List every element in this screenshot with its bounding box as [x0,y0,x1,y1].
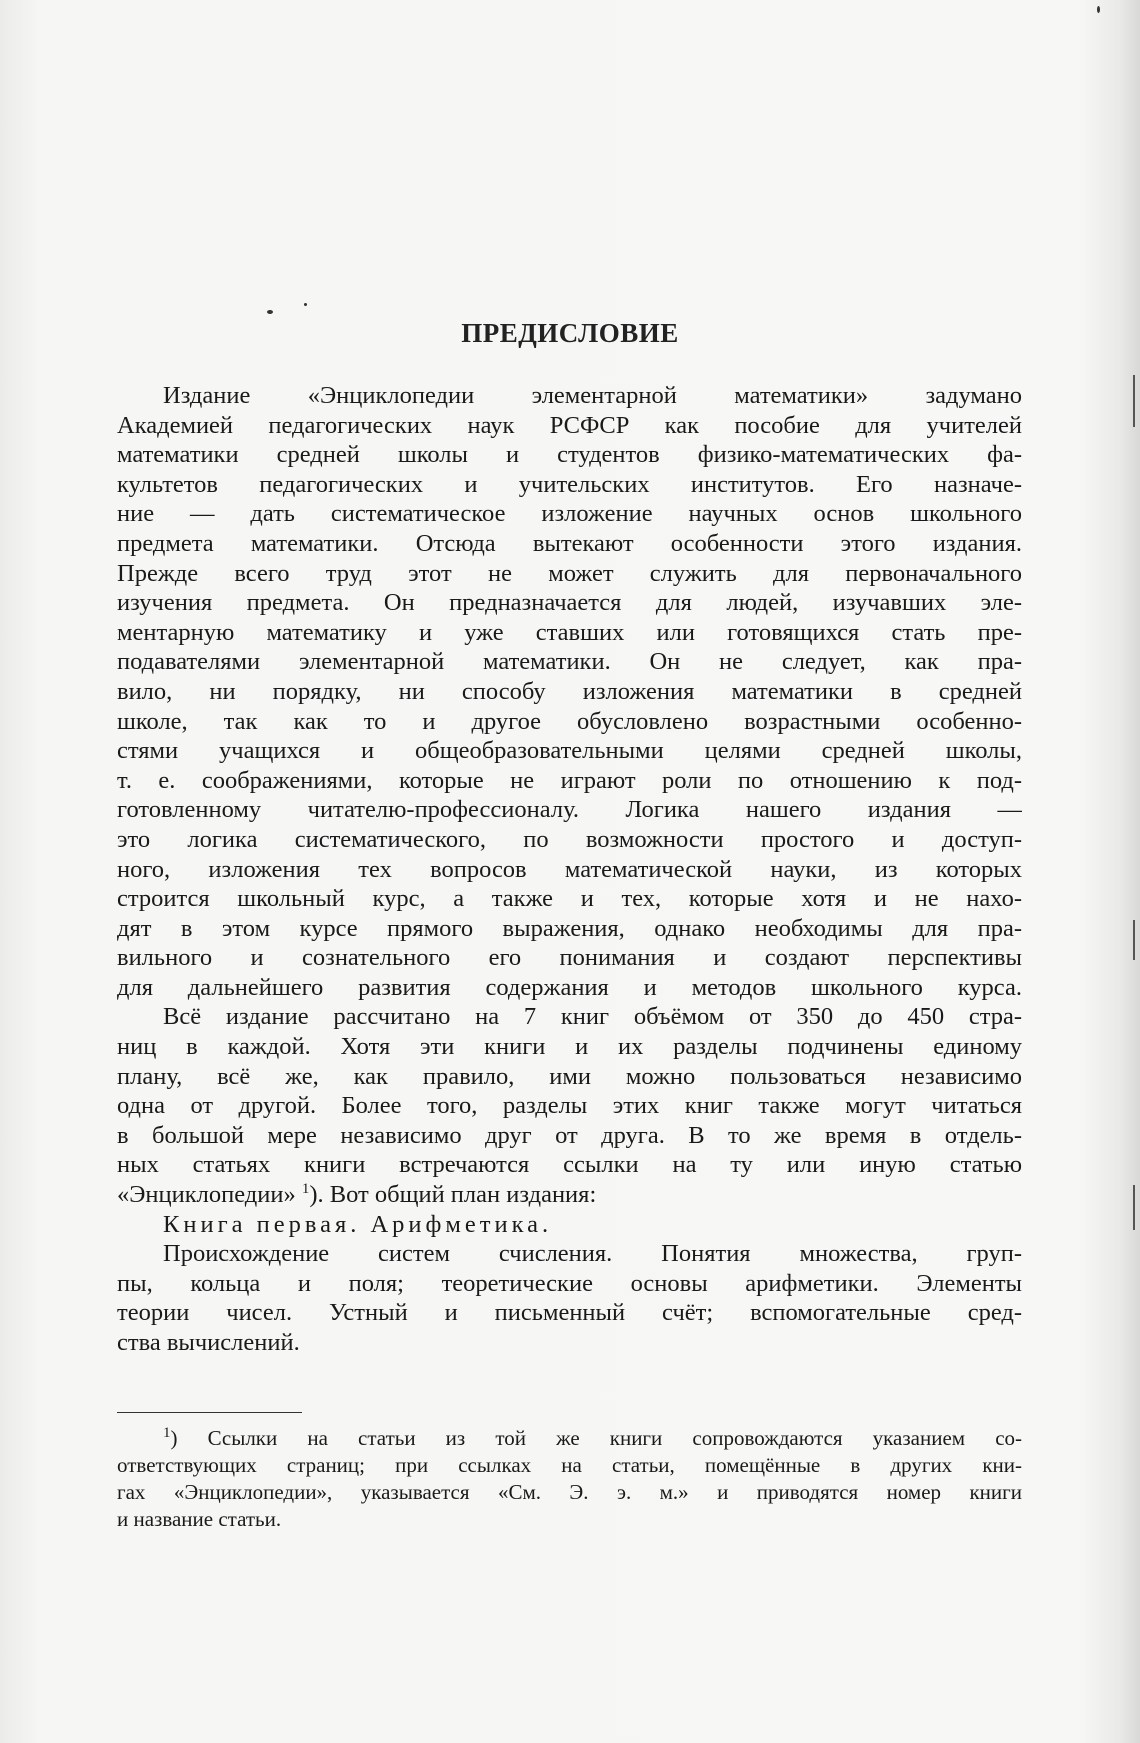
text-line: это логика систематического, по возможности простого и доступ- [117,825,1022,853]
text-line: школе, так как то и другое обусловлено возрастными особенно- [117,707,1022,735]
ink-speck [267,310,273,314]
footnote-line [117,1425,1022,1452]
text-line: строится школьный курс, а также и тех, которые хотя и не нахо- [117,885,1022,913]
text-line: Прежде всего труд этот не может служить для первоначального [117,559,1022,587]
page-edge-mark [1133,920,1135,960]
text-line: готовленному читателю-профессионалу. Логика нашего издания — [117,796,1022,824]
text-fragment: ). Вот общий план издания: [309,1181,597,1209]
text-line: в большой мере независимо друг от друга. В то же время в отдель- [117,1121,1022,1149]
text-line: стями учащихся и общеобразовательными целями средней школы, [117,737,1022,765]
text-fragment: Ссылки на статьи из той же книги сопровождаются указанием со- [207,1426,1022,1450]
text-line: одна от другой. Более того, разделы этих книг также могут читаться [117,1092,1022,1120]
text-line: Издание «Энциклопедии элементарной математики» задумано [163,382,1022,409]
footnote-marker: 1 [163,1425,171,1441]
footnote-reference[interactable]: 1 [301,1180,310,1197]
page-edge-mark [1133,375,1135,427]
footnote-marker-paren: ) [170,1426,178,1450]
text-line: вило, ни порядку, ни способу изложения математики в средней [117,677,1022,705]
text-line: ства вычислений. [117,1329,300,1356]
text-line: культетов педагогических и учительских институтов. Его назначе- [117,470,1022,498]
text-fragment: «Энциклопедии» [117,1181,296,1209]
footnote-line: и название статьи. [117,1507,282,1531]
text-line: пы, кольца и поля; теоретические основы арифметики. Элементы [117,1269,1022,1297]
text-line: предмета математики. Отсюда вытекают особенности этого издания. [117,529,1022,557]
book-heading: Книга первая. Арифметика. [163,1210,553,1238]
text-line: ных статьях книги встречаются ссылки на ту или иную статью [117,1151,1022,1179]
text-line: изучения предмета. Он предназначается для людей, изучавших эле- [117,589,1022,617]
footnote-line: гах «Энциклопедии», указывается «См. Э. э. м.» и приводятся номер книги [117,1480,1022,1504]
page-edge-mark [1133,1185,1135,1230]
text-line: ного, изложения тех вопросов математической науки, из которых [117,855,1022,883]
footnote [117,1425,1022,1533]
text-line: теории чисел. Устный и письменный счёт; вспомогательные сред- [117,1299,1022,1327]
text-line: ментарную математику и уже ставших или готовящихся стать пре- [117,618,1022,646]
page-title: ПРЕДИСЛОВИЕ [461,318,679,348]
text-line: ниц в каждой. Хотя эти книги и их разделы подчинены единому [117,1033,1022,1061]
ink-speck [1097,6,1100,13]
text-line: вильного и сознательного его понимания и создают перспективы [117,944,1022,972]
footnote-divider [117,1412,302,1413]
text-line: Всё издание рассчитано на 7 книг объёмом от 350 до 450 стра- [163,1003,1022,1031]
body-text [117,381,1022,1358]
text-line: математики средней школы и студентов физико-математических фа- [117,441,1022,469]
text-line: Академией педагогических наук РСФСР как пособие для учителей [117,411,1022,439]
text-line: ние — дать систематическое изложение научных основ школьного [117,500,1022,528]
text-line: плану, всё же, как правило, ими можно пользоваться независимо [117,1062,1022,1090]
text-line [117,1180,1022,1210]
text-line: т. е. соображениями, которые не играют роли по отношению к под- [117,766,1022,794]
ink-speck [304,303,307,306]
text-line: Происхождение систем счисления. Понятия множества, груп- [163,1240,1022,1268]
footnote-line: ответствующих страниц; при ссылках на статьи, помещённые в других кни- [117,1453,1022,1477]
text-line: дят в этом курсе прямого выражения, однако необходимы для пра- [117,914,1022,942]
text-line: подавателями элементарной математики. Он не следует, как пра- [117,648,1022,676]
text-line: для дальнейшего развития содержания и методов школьного курса. [117,973,1022,1001]
